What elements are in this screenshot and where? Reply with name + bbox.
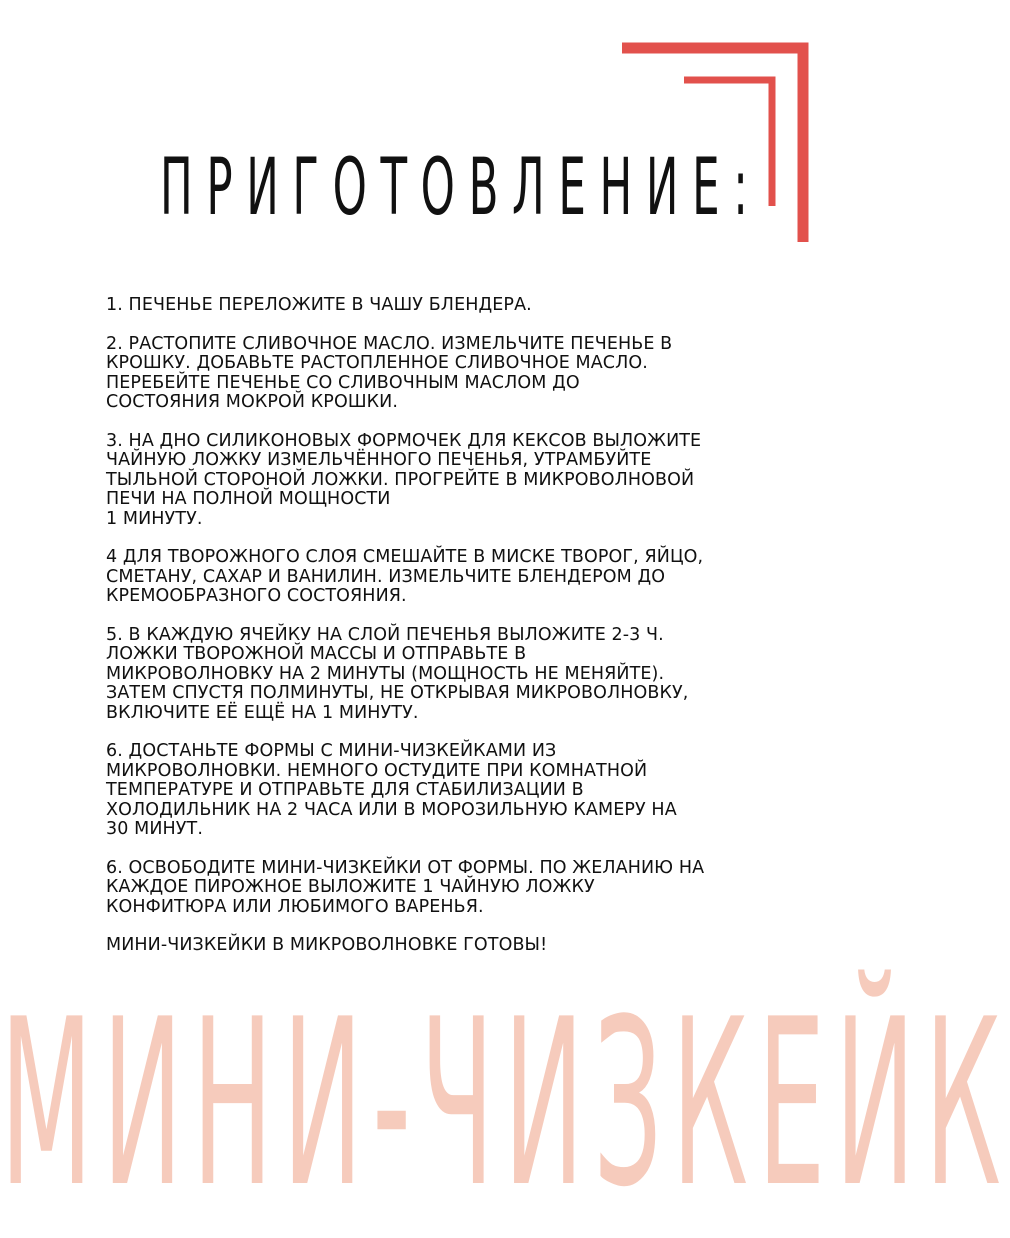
page-title: ПРИГОТОВЛЕНИЕ: <box>160 143 762 233</box>
step-3: 3. НА ДНО СИЛИКОНОВЫХ ФОРМОЧЕК ДЛЯ КЕКСОВ ВЫЛОЖИТЕ ЧАЙНУЮ ЛОЖКУ ИЗМЕЛЬЧЁННОГО ПЕЧЕНЬЯ, УТРАМБУЙТЕ ТЫЛЬНОЙ СТОРОНОЙ ЛОЖКИ. ПРОГРЕЙТЕ В МИКРОВОЛНОВОЙ ПЕЧИ НА ПОЛНОЙ МОЩНОСТИ 1 МИНУТУ. <box>106 430 702 529</box>
step-4: 4 ДЛЯ ТВОРОЖНОГО СЛОЯ СМЕШАЙТЕ В МИСКЕ ТВОРОГ, ЯЙЦО, СМЕТАНУ, САХАР И ВАНИЛИН. ИЗМЕЛЬЧИТЕ БЛЕНДЕРОМ ДО КРЕМООБРАЗНОГО СОСТОЯНИЯ. <box>106 547 704 606</box>
step-1: 1. ПЕЧЕНЬЕ ПЕРЕЛОЖИТЕ В ЧАШУ БЛЕНДЕРА. <box>106 295 532 315</box>
final-note: МИНИ-ЧИЗКЕЙКИ В МИКРОВОЛНОВКЕ ГОТОВЫ! <box>106 935 548 955</box>
step-7: 6. ОСВОБОДИТЕ МИНИ-ЧИЗКЕЙКИ ОТ ФОРМЫ. ПО ЖЕЛАНИЮ НА КАЖДОЕ ПИРОЖНОЕ ВЫЛОЖИТЕ 1 ЧАЙНУЮ ЛОЖКУ КОНФИТЮРА ИЛИ ЛЮБИМОГО ВАРЕНЬЯ. <box>106 857 705 917</box>
instructions-list <box>106 296 766 956</box>
step-6: 6. ДОСТАНЬТЕ ФОРМЫ С МИНИ-ЧИЗКЕЙКАМИ ИЗ МИКРОВОЛНОВКИ. НЕМНОГО ОСТУДИТЕ ПРИ КОМНАТНОЙ ТЕМПЕРАТУРЕ И ОТПРАВЬТЕ ДЛЯ СТАБИЛИЗАЦИИ В ХОЛОДИЛЬНИК НА 2 ЧАСА ИЛИ В МОРОЗИЛЬНУЮ КАМЕРУ НА 30 МИНУТ. <box>106 741 677 839</box>
watermark-text: МИНИ-ЧИЗКЕЙК <box>0 971 1010 1238</box>
step-5: 5. В КАЖДУЮ ЯЧЕЙКУ НА СЛОЙ ПЕЧЕНЬЯ ВЫЛОЖИТЕ 2-3 Ч. ЛОЖКИ ТВОРОЖНОЙ МАССЫ И ОТПРАВЬТЕ В МИКРОВОЛНОВКУ НА 2 МИНУТЫ (МОЩНОСТЬ НЕ МЕНЯЙТЕ). ЗАТЕМ СПУСТЯ ПОЛМИНУТЫ, НЕ ОТКРЫВАЯ МИКРОВОЛНОВКУ, ВКЛЮЧИТЕ ЕЁ ЕЩЁ НА 1 МИНУТУ. <box>106 624 689 723</box>
step-2: 2. РАСТОПИТЕ СЛИВОЧНОЕ МАСЛО. ИЗМЕЛЬЧИТЕ ПЕЧЕНЬЕ В КРОШКУ. ДОБАВЬТЕ РАСТОПЛЕННОЕ СЛИВОЧНОЕ МАСЛО. ПЕРЕБЕЙТЕ ПЕЧЕНЬЕ СО СЛИВОЧНЫМ МАСЛОМ ДО СОСТОЯНИЯ МОКРОЙ КРОШКИ. <box>106 333 673 412</box>
